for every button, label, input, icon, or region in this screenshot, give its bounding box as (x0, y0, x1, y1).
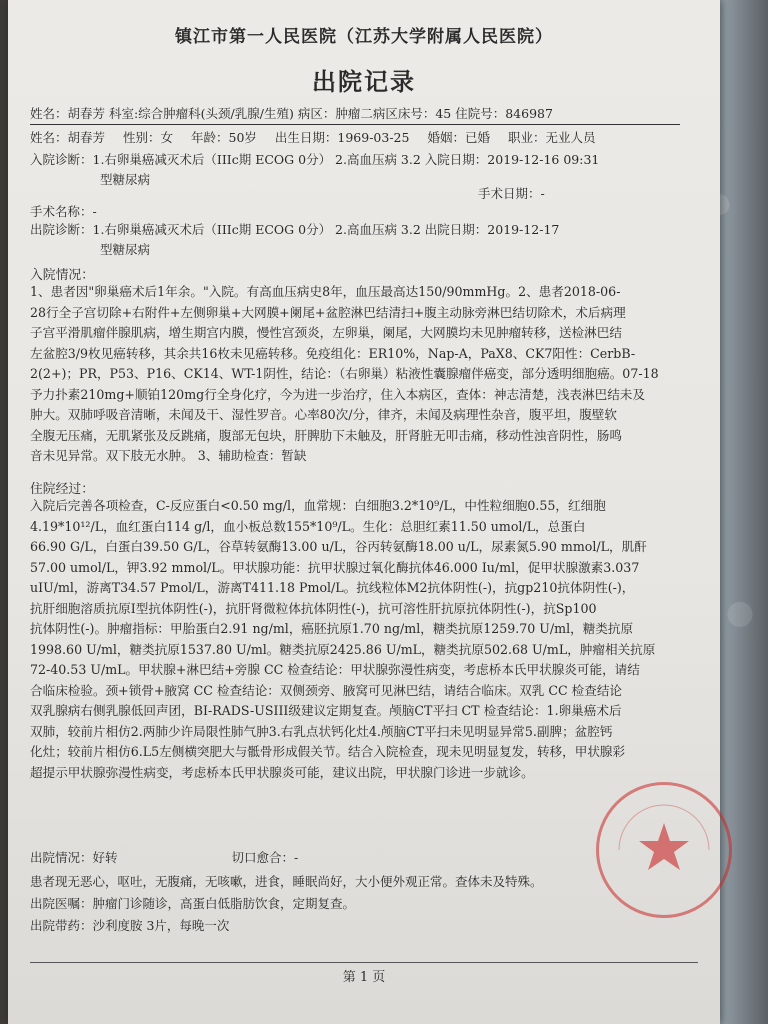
patient-marital: 婚姻：已婚 (427, 130, 490, 145)
hospital-course-line: 4.19*10¹²/L，血红蛋白114 g/l，血小板总数155*10⁹/L。生化：总胆红素11.50 umol/L，总蛋白 (30, 518, 586, 534)
hospital-course-line: 1998.60 U/ml，糖类抗原1537.80 U/ml。糖类抗原2425.86 U/mL，糖类抗原502.68 U/mL，肿瘤相关抗原 (30, 641, 656, 657)
hospital-seal-stamp (596, 782, 732, 918)
hospital-course-line: 抗体阴性(-)。肿瘤指标：甲胎蛋白2.91 ng/ml，癌胚抗原1.70 ng/ml，糖类抗原1259.70 U/ml，糖类抗原 (30, 621, 634, 636)
discharge-medication: 出院带药：沙利度胺 3片，每晚一次 (30, 918, 230, 933)
hospital-course-line: 合临床检验。颈+锁骨+腋窝 CC 检查结论：双侧颈旁、腋窝可见淋巴结，请结合临床。双乳 CC 检查结论 (30, 682, 623, 698)
admission-status-line: 左盆腔3/9枚见癌转移，其余共16枚未见癌转移。免疫组化：ER10%，Nap-A，PaX8、CK7阳性：CerbB- (30, 345, 636, 361)
patient-age: 年龄：50岁 (191, 130, 257, 145)
hospital-course-line: uIU/ml，游离T34.57 Pmol/L，游离T411.18 Pmol/L。抗线粒体M2抗体阴性(-)，抗gp210抗体阴性(-)， (30, 580, 635, 595)
document-title: 出院记录 (312, 68, 416, 96)
hospital-course-line: 抗肝细胞溶质抗原I型抗体阴性(-)，抗肝肾微粒体抗体阴性(-)，抗可溶性肝抗原抗体阴性(-)，抗Sp100 (30, 600, 597, 616)
discharge-status-row (30, 848, 298, 866)
discharge-record-page (8, 0, 720, 1024)
hospital-course-heading: 住院经过： (30, 482, 94, 497)
hospital-course-line: 双肺，较前片相仿2.两肺少许局限性肺气肿3.右乳点状钙化灶4.颅脑CT平扫未见明显异常5.副脾；盆腔钙 (30, 723, 613, 739)
page-number: 第 1 页 (342, 970, 386, 985)
admission-status-line: 1、患者因"卵巢癌术后1年余。"入院。有高血压病史8年，血压最高达150/90mmHg。2、患者2018-06- (30, 284, 621, 299)
admission-diagnosis-line2: 型糖尿病 (100, 172, 151, 187)
admission-status-body (30, 282, 695, 467)
hospital-course-line: 57.00 umol/L，钾3.92 mmol/L。甲状腺功能：抗甲状腺过氧化酶抗体46.000 Iu/ml，促甲状腺激素3.037 (30, 559, 640, 575)
discharge-status: 出院情况：好转 (30, 850, 118, 865)
patient-sex: 性别：女 (123, 130, 174, 145)
admission-status-line: 全腹无压痛，无肌紧张及反跳痛，腹部无包块，肝脾肋下未触及，肝肾脏无叩击痛，移动性浊音阴性，肠鸣 (30, 427, 622, 443)
wound-healing: 切口愈合：- (231, 850, 299, 865)
hospital-course-line: 入院后完善各项检查，C-反应蛋白<0.50 mg/l，血常规：白细胞3.2*10⁹/L，中性粒细胞0.55，红细胞 (30, 498, 606, 513)
hospital-course-line: 双乳腺病右侧乳腺低回声团，BI-RADS-USIII级建议定期复查。颅脑CT平扫 CT 检查结论：1.卵巢癌术后 (30, 703, 622, 718)
admission-status-line: 子宫平滑肌瘤伴腺肌病，增生期宫内膜，慢性宫颈炎，左卵巢，阑尾，大网膜均未见肿瘤转移，送检淋巴结 (30, 325, 622, 340)
hospital-course-line: 超提示甲状腺弥漫性病变，考虑桥本氏甲状腺炎可能，建议出院，甲状腺门诊进一步就诊。 (30, 764, 534, 780)
hospital-course-line: 72-40.53 U/mL。甲状腺+淋巴结+旁腺 CC 检查结论：甲状腺弥漫性病变，考虑桥本氏甲状腺炎可能，请结 (30, 662, 640, 677)
surgery-name: 手术名称：- (30, 204, 97, 219)
discharge-advice: 出院医嘱：肿瘤门诊随诊，高蛋白低脂肪饮食，定期复查。 (30, 896, 356, 911)
surgery-date: 手术日期：- (478, 186, 545, 201)
discharge-diagnosis-line1: 出院诊断：1.右卵巢癌减灭术后（IIIc期 ECOG 0分） 2.高血压病 3.2 出院日期：2019-12-17 (30, 222, 560, 237)
admission-status-line: 肿大。双肺呼吸音清晰，未闻及干、湿性罗音。心率80次/分，律齐，未闻及病理性杂音，腹平坦，腹壁软 (30, 407, 617, 422)
seal-star-icon (639, 823, 689, 870)
hospital-name: 镇江市第一人民医院（江苏大学附属人民医院） (175, 27, 553, 47)
admission-status-line: 28行全子宫切除+右附件+左侧卵巢+大网膜+阑尾+盆腔淋巴结清扫+腹主动脉旁淋巴结切除术，术后病理 (30, 304, 626, 320)
admission-status-line: 予力扑素210mg+顺铂120mg行全身化疗，今为进一步治疗，住入本病区，查体：神志清楚，浅表淋巴结未及 (30, 386, 645, 402)
patient-occupation: 职业：无业人员 (507, 130, 596, 145)
discharge-diagnosis-line2: 型糖尿病 (100, 242, 151, 257)
admission-status-line: 音未见异常。双下肢无水肿。 3、辅助检查：暂缺 (30, 448, 307, 463)
patient-header-strip: 姓名：胡春芳 科室:综合肿瘤科(头颈/乳腺/生殖) 病区：肿瘤二病区床号：45 住院号：846987 (30, 104, 680, 125)
admission-status-heading: 入院情况： (30, 268, 94, 283)
discharge-status-description: 患者现无恶心，呕吐，无腹痛，无咳嗽，进食，睡眠尚好，大小便外观正常。查体未及特殊。 (30, 874, 543, 889)
footer-divider (30, 962, 698, 963)
hospital-course-line: 66.90 G/L，白蛋白39.50 G/L，谷草转氨酶13.00 u/L，谷丙转氨酶18.00 u/L，尿素氮5.90 mmol/L，肌酐 (30, 539, 647, 554)
admission-status-line: 2(2+)；PR，P53、P16、CK14、WT-1阴性，结论：（右卵巢）粘液性囊腺瘤伴癌变，部分透明细胞癌。07-18 (30, 366, 659, 381)
patient-name: 姓名：胡春芳 (30, 130, 106, 145)
admission-diagnosis-line1: 入院诊断：1.右卵巢癌减灭术后（IIIc期 ECOG 0分） 2.高血压病 3.2 入院日期：2019-12-16 09:31 (30, 152, 600, 167)
patient-info-row (30, 128, 595, 146)
hospital-course-body (30, 496, 695, 783)
patient-dob: 出生日期：1969-03-25 (274, 130, 410, 145)
hospital-course-line: 化灶；较前片相仿6.L5左侧横突肥大与骶骨形成假关节。结合入院检查，现未见明显复发，转移，甲状腺彩 (30, 744, 626, 759)
